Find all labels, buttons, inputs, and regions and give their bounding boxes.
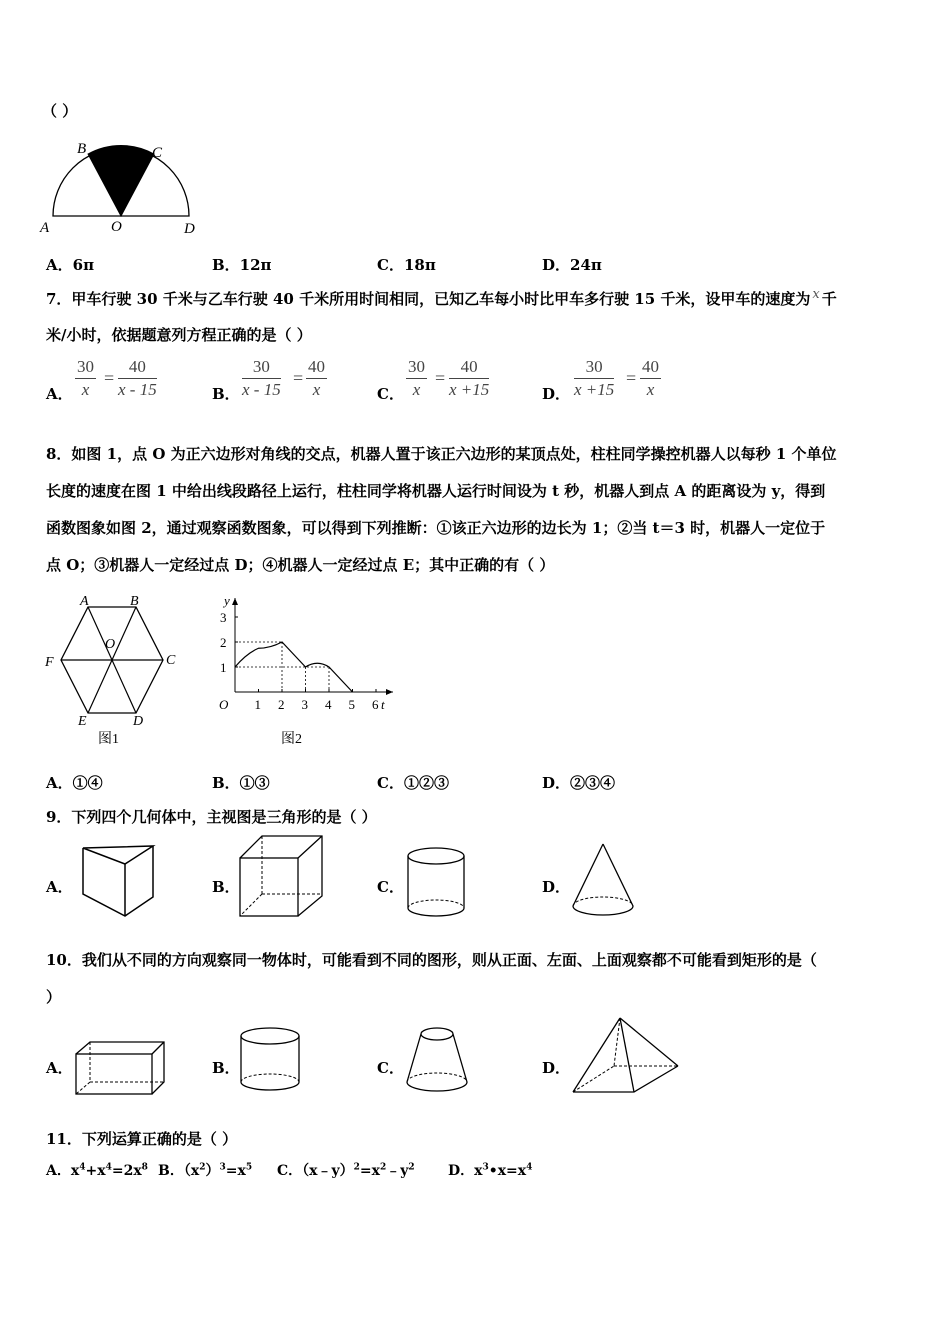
t-tick-label: 5 xyxy=(348,697,355,712)
label-O: O xyxy=(111,219,122,235)
t-axis-label: t xyxy=(381,697,385,712)
q10-pyramid-icon[interactable] xyxy=(570,1014,685,1098)
label-C: C xyxy=(152,145,163,161)
hex-label-D: D xyxy=(133,714,144,729)
t-tick-label: 6 xyxy=(372,697,379,712)
q7-c-left-frac: $\frac{30}{x}$ xyxy=(408,357,425,399)
q6-semicircle-figure xyxy=(38,138,208,238)
label-A: A xyxy=(40,220,50,236)
q9-option-c-letter[interactable]: C． xyxy=(377,878,404,896)
hex-label-A: A xyxy=(80,594,89,609)
q10-stem-line2: ） xyxy=(46,988,62,1006)
q10-option-d-letter[interactable]: D． xyxy=(542,1059,571,1077)
q11-option-c[interactable]: C．$(x﹣y)^2=x^2﹣y^2$ xyxy=(277,1162,415,1179)
t-tick-label: 1 xyxy=(254,697,261,712)
q7-option-a-letter[interactable]: A． xyxy=(46,385,73,403)
q9-cube-icon[interactable] xyxy=(236,834,331,922)
y-axis-label: y xyxy=(224,593,230,608)
q7-option-b-letter[interactable]: B． xyxy=(212,385,240,403)
label-B: B xyxy=(77,141,87,157)
q10-cuboid-icon[interactable] xyxy=(72,1038,172,1100)
q9-cone-icon[interactable] xyxy=(568,840,640,922)
q11-option-a[interactable]: A．$x^4+x^4=2x^8$ xyxy=(46,1162,148,1179)
q9-triangular-prism-icon[interactable] xyxy=(78,842,168,922)
t-tick-label: 3 xyxy=(301,697,308,712)
q9-option-b-letter[interactable]: B． xyxy=(212,878,240,896)
q10-option-a-letter[interactable]: A． xyxy=(46,1059,73,1077)
q8-function-graph xyxy=(205,592,405,752)
q10-stem-line1: 10．我们从不同的方向观察同一物体时，可能看到不同的图形，则从正面、左面、上面观察都不可能看到矩形的是（ xyxy=(46,951,817,969)
graph-guides xyxy=(235,642,329,692)
q6-option-a[interactable]: A．6π xyxy=(46,256,95,274)
y-axis-arrow xyxy=(232,598,238,605)
q10-frustum-icon[interactable] xyxy=(402,1022,474,1098)
t-axis-arrow xyxy=(386,689,393,695)
q6-option-d[interactable]: D．24π xyxy=(542,256,602,274)
hex-label-C: C xyxy=(166,653,176,668)
q9-option-a-letter[interactable]: A． xyxy=(46,878,73,896)
q7-a-eq: = xyxy=(104,368,115,388)
shaded-sector xyxy=(88,145,154,216)
q7-d-right-frac: $\frac{40}{x}$ xyxy=(642,357,659,399)
q8-option-a[interactable]: A．①④ xyxy=(46,774,103,792)
q6-option-b[interactable]: B．12π xyxy=(212,256,272,274)
q7-c-eq: = xyxy=(435,368,446,388)
t-tick-label: 2 xyxy=(278,697,285,712)
q10-option-c-letter[interactable]: C． xyxy=(377,1059,404,1077)
q6-option-c[interactable]: C．18π xyxy=(377,256,436,274)
q7-stem-line2: 米/小时，依据题意列方程正确的是（ ） xyxy=(46,326,312,344)
q7-a-left-frac: $\frac{30}{x}$ xyxy=(77,357,94,399)
q9-option-d-letter[interactable]: D． xyxy=(542,878,571,896)
hex-label-E: E xyxy=(78,714,87,729)
q7-d-eq: = xyxy=(626,368,637,388)
q7-b-eq: = xyxy=(293,368,304,388)
q11-option-b[interactable]: B．$(x^2)^3=x^5$ xyxy=(158,1162,253,1179)
q9-stem: 9．下列四个几何体中，主视图是三角形的是（ ） xyxy=(46,808,377,826)
hex-label-O: O xyxy=(105,637,116,652)
q8-stem-line3: 函数图象如图 2，通过观察函数图象，可以得到下列推断：①该正六边形的边长为 1；②当 t＝3 时，机器人一定位于 xyxy=(46,519,826,537)
q8-option-b[interactable]: B．①③ xyxy=(212,774,270,792)
q10-cylinder-icon[interactable] xyxy=(236,1024,306,1096)
y-tick-label: 1 xyxy=(220,660,227,675)
t-tick-label: 4 xyxy=(325,697,332,712)
q11-stem: 11．下列运算正确的是（ ） xyxy=(46,1130,238,1148)
q7-b-left-frac: $\frac{30}{x - 15}$ xyxy=(242,357,281,399)
q7-option-d-letter[interactable]: D． xyxy=(542,385,571,403)
q10-option-b-letter[interactable]: B． xyxy=(212,1059,240,1077)
fig1-caption: 图1 xyxy=(98,732,119,747)
origin-label: O xyxy=(219,697,229,712)
q7-b-right-frac: $\frac{40}{x}$ xyxy=(308,357,325,399)
q6-answer-paren: （ ） xyxy=(42,102,78,120)
fig2-caption: 图2 xyxy=(281,732,302,747)
hex-label-B: B xyxy=(130,594,139,609)
y-tick-label: 3 xyxy=(220,610,227,625)
q8-stem-line2: 长度的速度在图 1 中给出线段路径上运行，柱柱同学将机器人运行时间设为 t 秒，机器人到点 A 的距离设为 y，得到 xyxy=(46,482,826,500)
q8-option-c[interactable]: C．①②③ xyxy=(377,774,449,792)
q7-c-right-frac: $\frac{40}{x +15}$ xyxy=(449,357,490,399)
q7-d-left-frac: $\frac{30}{x +15}$ xyxy=(574,357,615,399)
q8-stem-line1: 8．如图 1，点 O 为正六边形对角线的交点，机器人置于该正六边形的某顶点处，柱柱同学操控机器人以每秒 1 个单位 xyxy=(46,445,837,463)
q7-stem-line1: 7．甲车行驶 30 千米与乙车行驶 40 千米所用时间相同，已知乙车每小时比甲车多行驶 15 千米，设甲车的速度为 x 千 xyxy=(46,287,837,308)
label-D: D xyxy=(184,221,195,237)
q11-option-d[interactable]: D．$x^3•x=x^4$ xyxy=(448,1162,533,1179)
q7-a-right-frac: $\frac{40}{x - 15}$ xyxy=(118,357,157,399)
q7-option-c-letter[interactable]: C． xyxy=(377,385,404,403)
q9-cylinder-icon[interactable] xyxy=(402,844,472,922)
q8-hexagon-figure xyxy=(40,592,190,752)
q8-option-d[interactable]: D．②③④ xyxy=(542,774,616,792)
q8-stem-line4: 点 O；③机器人一定经过点 D；④机器人一定经过点 E；其中正确的有（ ） xyxy=(46,556,555,574)
y-tick-label: 2 xyxy=(220,635,227,650)
hex-label-F: F xyxy=(45,655,54,670)
q7-var-x: x xyxy=(812,287,820,302)
